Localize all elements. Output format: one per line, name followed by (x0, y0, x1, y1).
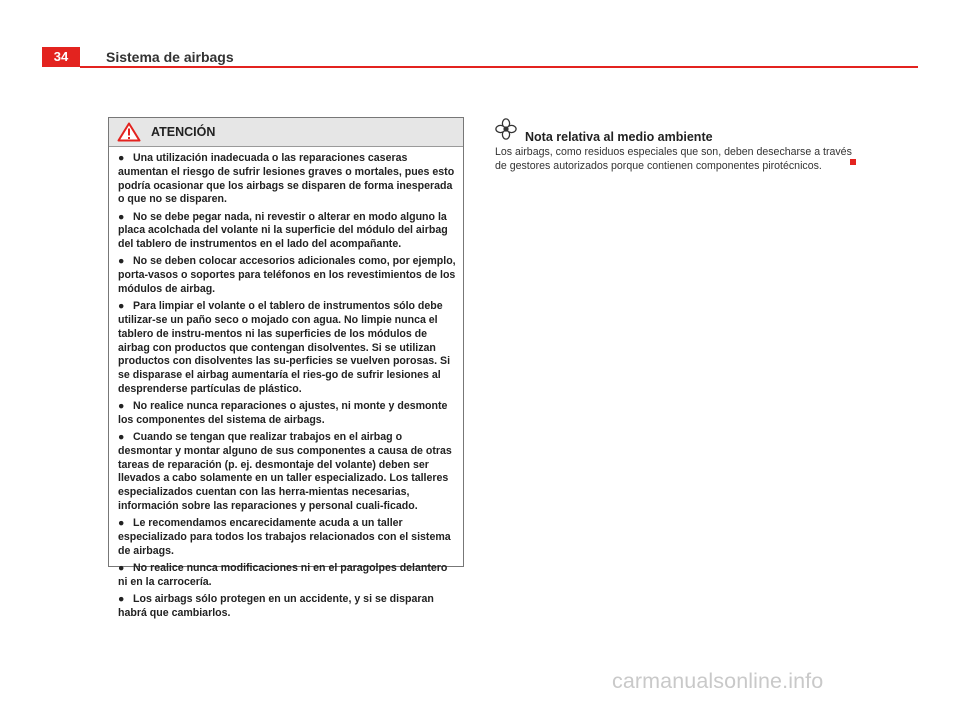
warning-triangle-icon (117, 122, 141, 142)
warning-item-text: Cuando se tengan que realizar trabajos en el airbag o desmontar y montar alguno de sus componentes a causa de otras tareas de reparación (p. ej. desmontaje del volante) deben ser llevados a cabo solamente en un taller especializado. Los talleres especializados cuentan con las herra-mientas necesarias, información sobre las reparaciones y personal cuali-ficado. (118, 431, 452, 513)
bullet: ● (118, 431, 125, 444)
warning-item (118, 255, 456, 296)
warning-item-text: No se deben colocar accesorios adicionales como, por ejemplo, porta-vasos o soportes para teléfonos en los revestimientos de los módulos de airbag. (118, 255, 456, 295)
environment-text: Los airbags, como residuos especiales que son, deben desecharse a través de gestores autorizados porque contienen componentes pirotécnicos. (495, 146, 852, 172)
warning-item-text: No realice nunca reparaciones o ajustes, ni monte y desmonte los componentes del sistema de airbags. (118, 400, 448, 426)
warning-item-text: Le recomendamos encarecidamente acuda a un taller especializado para todos los trabajos relacionados con el sistema de airbags. (118, 517, 451, 557)
section-end-marker (850, 159, 856, 165)
warning-item-text: Los airbags sólo protegen en un accidente, y si se disparan habrá que cambiarlos. (118, 593, 434, 619)
warning-item (118, 400, 456, 428)
warning-item-text: Para limpiar el volante o el tablero de instrumentos sólo debe utilizar-se un paño seco o mojado con agua. No limpie nunca el tablero de instru-mentos ni las superficies de los módulos de airbag con productos que contengan disolventes. Si se utilizan productos con disolventes las su-perficies se vuelven porosas. Si se disparase el airbag aumentaría el ries-go de sufrir lesiones al desprenderse partículas de plástico. (118, 300, 451, 395)
warning-item-text: No realice nunca modificaciones ni en el paragolpes delantero ni en la carrocería. (118, 562, 448, 588)
warning-item (118, 211, 456, 252)
bullet: ● (118, 255, 125, 268)
bullet: ● (118, 210, 125, 223)
bullet: ● (118, 517, 125, 530)
warning-item (118, 300, 456, 397)
warning-item (118, 593, 456, 621)
warning-item (118, 517, 456, 558)
watermark: carmanualsonline.info (612, 669, 824, 693)
warning-item (118, 431, 456, 514)
flower-icon (495, 118, 517, 145)
warning-header (109, 118, 463, 147)
warning-title: ATENCIÓN (151, 125, 216, 139)
header-divider (80, 66, 918, 68)
warning-item-text: Una utilización inadecuada o las reparaciones caseras aumentan el riesgo de sufrir lesiones graves o mortales, pues esto podría ocasionar que los airbags se disparen de forma inesperada o que no se disparen. (118, 152, 455, 206)
environment-title: Nota relativa al medio ambiente (525, 129, 713, 144)
bullet: ● (118, 593, 125, 606)
warning-list (109, 147, 463, 621)
bullet: ● (118, 300, 125, 313)
warning-item (118, 562, 456, 590)
page-title: Sistema de airbags (106, 49, 234, 65)
bullet: ● (118, 152, 125, 164)
environment-note (495, 118, 855, 173)
warning-box (108, 117, 464, 619)
warning-item (118, 152, 456, 207)
warning-item-text: No se debe pegar nada, ni revestir o alterar en modo alguno la placa acolchada del volante ni la superficie del módulo del airbag del tablero de instrumentos en el lado del acompañante. (118, 210, 448, 251)
environment-header (495, 118, 855, 145)
bullet: ● (118, 562, 125, 575)
page-number: 34 (42, 47, 80, 67)
bullet: ● (118, 400, 125, 413)
